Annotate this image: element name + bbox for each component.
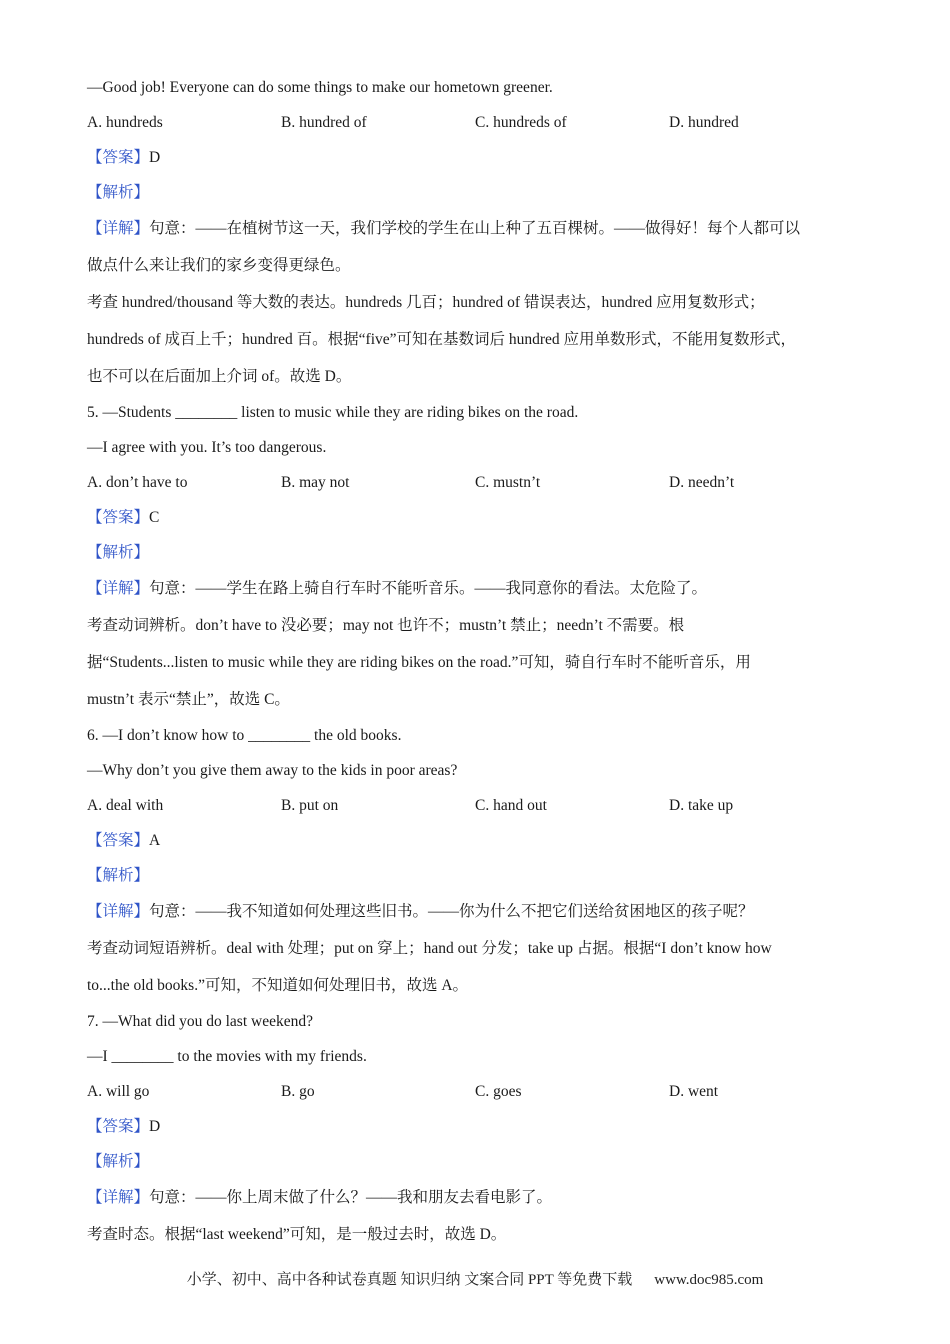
q6-option-d: D. take up [669,797,734,814]
q7-detail-line-1: 【详解】句意：——你上周末做了什么？——我和朋友去看电影了。 [87,1189,553,1206]
answer-tag: 【答案】 [87,149,150,166]
analysis-tag: 【解析】 [87,544,150,561]
q4-option-a: A. hundreds [87,114,163,131]
q7-option-c: C. goes [475,1083,522,1100]
q4-reply: —Good job! Everyone can do some things to make our hometown greener. [87,79,553,96]
answer-tag: 【答案】 [87,509,150,526]
footer-site-link[interactable]: www.doc985.com [654,1272,764,1288]
q5-option-a: A. don’t have to [87,474,188,491]
q4-detail-line-4: hundreds of 成百上千；hundred 百。根据“five”可知在基数词后 hundred 应用单数形式，不能用复数形式， [87,331,797,348]
detail-tag: 【详解】 [87,580,150,597]
q5-analysis [87,535,867,570]
detail-tag: 【详解】 [87,903,150,920]
analysis-tag: 【解析】 [87,1153,150,1170]
q4-detail-line-5: 也不可以在后面加上介词 of。故选 D。 [87,368,352,385]
q4-detail-line-3: 考查 hundred/thousand 等大数的表达。hundreds 几百；hundred of 错误表达，hundred 应用复数形式； [87,294,765,311]
detail-tag: 【详解】 [87,220,150,237]
answer-tag: 【答案】 [87,832,150,849]
q6-detail-line-2: 考查动词短语辨析。deal with 处理；put on 穿上；hand out 分发；take up 占据。根据“I don’t know how [87,940,772,957]
q5-option-c: C. mustn’t [475,474,541,491]
q7-option-b: B. go [281,1083,315,1100]
analysis-tag: 【解析】 [87,184,150,201]
q6-detail-line-3: to...the old books.”可知，不知道如何处理旧书，故选 A。 [87,977,469,994]
q4-detail-line-2: 做点什么来让我们的家乡变得更绿色。 [87,257,351,274]
q4-analysis [87,175,867,210]
answer-value: D [149,149,161,166]
q4-option-b: B. hundred of [281,114,367,131]
answer-tag: 【答案】 [87,1118,150,1135]
q6-option-a: A. deal with [87,797,164,814]
q4-detail-line-1: 【详解】句意：——在植树节这一天，我们学校的学生在山上种了五百棵树。——做得好！每个人都可以 [87,220,801,237]
q6-option-b: B. put on [281,797,339,814]
answer-value: C [149,509,160,526]
q5-option-b: B. may not [281,474,350,491]
q5-answer [87,500,867,535]
q6-reply: —Why don’t you give them away to the kids in poor areas? [87,762,458,779]
q5-stem: 5. —Students ________ listen to music while they are riding bikes on the road. [87,404,579,421]
q6-analysis [87,858,867,893]
q6-detail-line-1: 【详解】句意：——我不知道如何处理这些旧书。——你为什么不把它们送给贫困地区的孩子呢？ [87,903,754,920]
q6-answer [87,823,867,858]
q7-reply: —I ________ to the movies with my friends. [87,1048,367,1065]
q6-stem: 6. —I don’t know how to ________ the old books. [87,727,402,744]
footer-text: 小学、初中、高中各种试卷真题 知识归纳 文案合同 PPT 等免费下载 [186,1272,633,1288]
q7-options [87,1074,867,1109]
q5-options [87,465,867,500]
answer-value: D [149,1118,161,1135]
detail-tag: 【详解】 [87,1189,150,1206]
q7-option-d: D. went [669,1083,719,1100]
q5-detail-line-3: 据“Students...listen to music while they are riding bikes on the road.”可知，骑自行车时不能听音乐，用 [87,654,751,671]
q5-detail-line-2: 考查动词辨析。don’t have to 没必要；may not 也许不；mustn’t 禁止；needn’t 不需要。根 [87,617,685,634]
page-footer [0,1268,950,1289]
q5-reply: —I agree with you. It’s too dangerous. [87,439,327,456]
q4-option-d: D. hundred [669,114,739,131]
q7-analysis [87,1144,867,1179]
q6-option-c: C. hand out [475,797,547,814]
q7-stem: 7. —What did you do last weekend? [87,1013,313,1030]
q4-option-c: C. hundreds of [475,114,567,131]
document-page [87,70,867,1253]
q7-option-a: A. will go [87,1083,150,1100]
q6-options [87,788,867,823]
q5-option-d: D. needn’t [669,474,735,491]
q7-detail-line-2: 考查时态。根据“last weekend”可知，是一般过去时，故选 D。 [87,1226,507,1243]
q5-detail-line-4: mustn’t 表示“禁止”，故选 C。 [87,691,290,708]
q4-answer [87,140,867,175]
q5-detail-line-1: 【详解】句意：——学生在路上骑自行车时不能听音乐。——我同意你的看法。太危险了。 [87,580,708,597]
answer-value: A [149,832,161,849]
analysis-tag: 【解析】 [87,867,150,884]
q7-answer [87,1109,867,1144]
q4-options [87,105,867,140]
